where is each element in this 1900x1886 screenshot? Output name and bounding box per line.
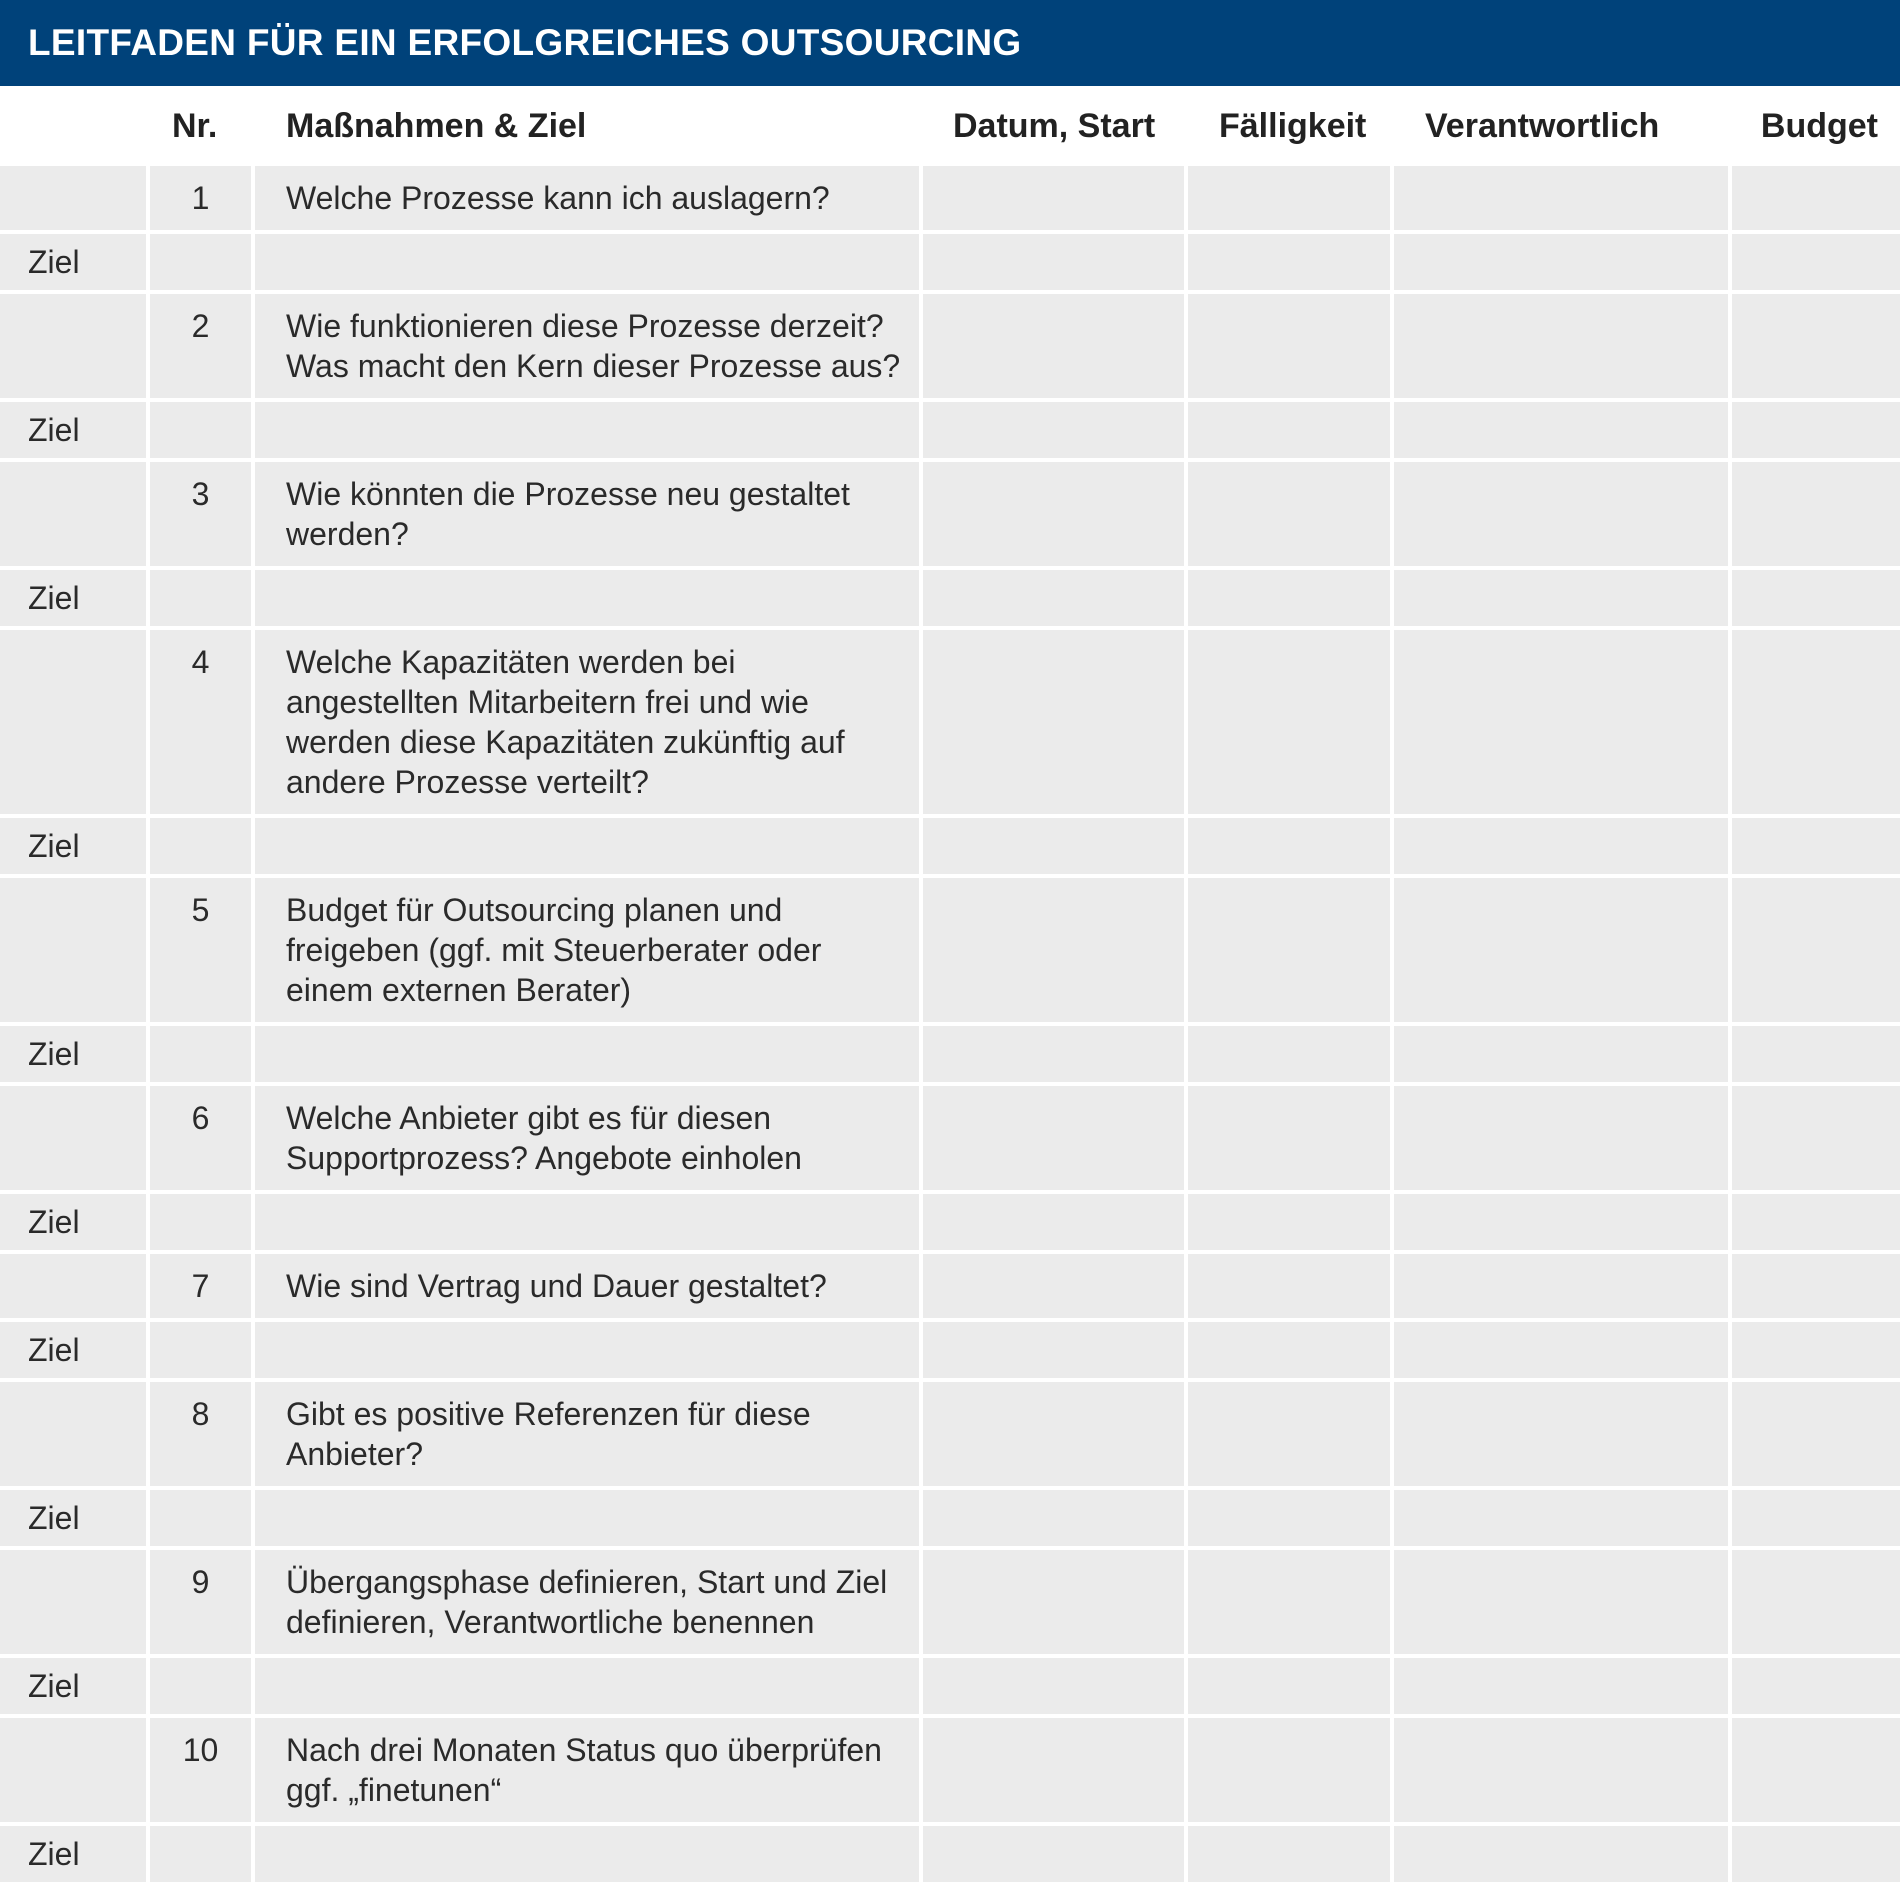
goal-row	[0, 570, 1900, 630]
goal-text-cell	[255, 1322, 923, 1382]
datum-cell	[923, 1322, 1188, 1382]
title-bar	[0, 0, 1900, 86]
faelligkeit-cell	[1188, 1322, 1394, 1382]
faelligkeit-cell	[1188, 1382, 1394, 1490]
budget-cell	[1732, 878, 1900, 1026]
row-number: 5	[150, 878, 255, 1026]
goal-row	[0, 1490, 1900, 1550]
budget-cell	[1732, 1550, 1900, 1658]
goal-text-cell	[255, 402, 923, 462]
table-row	[0, 878, 1900, 1026]
faelligkeit-cell	[1188, 1658, 1394, 1718]
datum-cell	[923, 630, 1188, 818]
goal-label: Ziel	[0, 1322, 150, 1382]
faelligkeit-cell	[1188, 1194, 1394, 1254]
budget-cell	[1732, 1194, 1900, 1254]
goal-text-cell	[255, 1490, 923, 1550]
faelligkeit-cell	[1188, 570, 1394, 630]
goal-label: Ziel	[0, 1194, 150, 1254]
row-number: 2	[150, 294, 255, 402]
row-label-cell	[0, 1254, 150, 1322]
datum-cell	[923, 462, 1188, 570]
verantwortlich-cell	[1394, 1550, 1732, 1658]
row-measure-text: Wie könnten die Prozesse neu gestaltet werden?	[255, 462, 923, 570]
header-budget: Budget	[1732, 86, 1900, 166]
faelligkeit-cell	[1188, 402, 1394, 462]
goal-nr-cell	[150, 1026, 255, 1086]
header-label-cell	[0, 86, 150, 166]
goal-text-cell	[255, 818, 923, 878]
table-body	[0, 166, 1900, 1886]
budget-cell	[1732, 1658, 1900, 1718]
checklist-table	[0, 86, 1900, 1886]
goal-nr-cell	[150, 234, 255, 294]
goal-row	[0, 402, 1900, 462]
goal-row	[0, 1322, 1900, 1382]
verantwortlich-cell	[1394, 818, 1732, 878]
goal-label: Ziel	[0, 1658, 150, 1718]
table-row	[0, 294, 1900, 402]
faelligkeit-cell	[1188, 1026, 1394, 1086]
goal-label: Ziel	[0, 570, 150, 630]
goal-nr-cell	[150, 1322, 255, 1382]
datum-cell	[923, 1826, 1188, 1886]
table-row	[0, 1254, 1900, 1322]
faelligkeit-cell	[1188, 878, 1394, 1026]
verantwortlich-cell	[1394, 294, 1732, 402]
row-number: 3	[150, 462, 255, 570]
budget-cell	[1732, 462, 1900, 570]
goal-row	[0, 1826, 1900, 1886]
faelligkeit-cell	[1188, 1718, 1394, 1826]
row-number: 4	[150, 630, 255, 818]
budget-cell	[1732, 402, 1900, 462]
faelligkeit-cell	[1188, 1550, 1394, 1658]
faelligkeit-cell	[1188, 1254, 1394, 1322]
verantwortlich-cell	[1394, 1718, 1732, 1826]
budget-cell	[1732, 1382, 1900, 1490]
datum-cell	[923, 1254, 1188, 1322]
header-datum-start: Datum, Start	[923, 86, 1188, 166]
table-row	[0, 462, 1900, 570]
verantwortlich-cell	[1394, 1658, 1732, 1718]
goal-label: Ziel	[0, 818, 150, 878]
row-label-cell	[0, 294, 150, 402]
goal-row	[0, 1194, 1900, 1254]
verantwortlich-cell	[1394, 1194, 1732, 1254]
row-label-cell	[0, 1718, 150, 1826]
datum-cell	[923, 818, 1188, 878]
goal-label: Ziel	[0, 1026, 150, 1086]
row-measure-text: Nach drei Monaten Status quo überprüfen ggf. „finetunen“	[255, 1718, 923, 1826]
goal-row	[0, 1026, 1900, 1086]
goal-text-cell	[255, 570, 923, 630]
budget-cell	[1732, 570, 1900, 630]
datum-cell	[923, 1718, 1188, 1826]
row-number: 10	[150, 1718, 255, 1826]
goal-nr-cell	[150, 402, 255, 462]
budget-cell	[1732, 1826, 1900, 1886]
budget-cell	[1732, 1490, 1900, 1550]
faelligkeit-cell	[1188, 234, 1394, 294]
row-measure-text: Welche Anbieter gibt es für diesen Supportprozess? Angebote einholen	[255, 1086, 923, 1194]
header-massnahmen: Maßnahmen & Ziel	[255, 86, 923, 166]
faelligkeit-cell	[1188, 1826, 1394, 1886]
verantwortlich-cell	[1394, 1254, 1732, 1322]
row-measure-text: Welche Kapazitäten werden bei angestellten Mitarbeitern frei und wie werden diese Kapazitäten zukünftig auf andere Prozesse verteilt?	[255, 630, 923, 818]
goal-row	[0, 1658, 1900, 1718]
row-measure-text: Übergangsphase definieren, Start und Ziel definieren, Verantwortliche benennen	[255, 1550, 923, 1658]
row-measure-text: Gibt es positive Referenzen für diese Anbieter?	[255, 1382, 923, 1490]
faelligkeit-cell	[1188, 630, 1394, 818]
goal-label: Ziel	[0, 1826, 150, 1886]
budget-cell	[1732, 1718, 1900, 1826]
header-row	[0, 86, 1900, 166]
verantwortlich-cell	[1394, 1826, 1732, 1886]
verantwortlich-cell	[1394, 166, 1732, 234]
datum-cell	[923, 1658, 1188, 1718]
row-number: 8	[150, 1382, 255, 1490]
row-number: 6	[150, 1086, 255, 1194]
goal-row	[0, 234, 1900, 294]
table-row	[0, 166, 1900, 234]
row-label-cell	[0, 462, 150, 570]
goal-label: Ziel	[0, 234, 150, 294]
row-number: 1	[150, 166, 255, 234]
row-label-cell	[0, 166, 150, 234]
header-faelligkeit: Fälligkeit	[1188, 86, 1394, 166]
goal-nr-cell	[150, 1658, 255, 1718]
faelligkeit-cell	[1188, 1490, 1394, 1550]
budget-cell	[1732, 1322, 1900, 1382]
table-row	[0, 630, 1900, 818]
verantwortlich-cell	[1394, 878, 1732, 1026]
row-number: 7	[150, 1254, 255, 1322]
row-measure-text: Wie sind Vertrag und Dauer gestaltet?	[255, 1254, 923, 1322]
verantwortlich-cell	[1394, 1086, 1732, 1194]
datum-cell	[923, 166, 1188, 234]
datum-cell	[923, 1086, 1188, 1194]
verantwortlich-cell	[1394, 1490, 1732, 1550]
verantwortlich-cell	[1394, 570, 1732, 630]
header-nr: Nr.	[150, 86, 255, 166]
row-label-cell	[0, 1550, 150, 1658]
verantwortlich-cell	[1394, 462, 1732, 570]
datum-cell	[923, 570, 1188, 630]
budget-cell	[1732, 234, 1900, 294]
row-measure-text: Budget für Outsourcing planen und freigeben (ggf. mit Steuerberater oder einem externen Berater)	[255, 878, 923, 1026]
budget-cell	[1732, 818, 1900, 878]
datum-cell	[923, 1382, 1188, 1490]
row-label-cell	[0, 1086, 150, 1194]
verantwortlich-cell	[1394, 1382, 1732, 1490]
goal-nr-cell	[150, 1194, 255, 1254]
faelligkeit-cell	[1188, 294, 1394, 402]
budget-cell	[1732, 166, 1900, 234]
table-row	[0, 1382, 1900, 1490]
datum-cell	[923, 1490, 1188, 1550]
verantwortlich-cell	[1394, 1026, 1732, 1086]
goal-nr-cell	[150, 1826, 255, 1886]
goal-text-cell	[255, 1026, 923, 1086]
goal-text-cell	[255, 1826, 923, 1886]
datum-cell	[923, 294, 1188, 402]
faelligkeit-cell	[1188, 1086, 1394, 1194]
row-label-cell	[0, 1382, 150, 1490]
goal-nr-cell	[150, 1490, 255, 1550]
goal-label: Ziel	[0, 1490, 150, 1550]
goal-nr-cell	[150, 570, 255, 630]
table-row	[0, 1718, 1900, 1826]
verantwortlich-cell	[1394, 1322, 1732, 1382]
budget-cell	[1732, 294, 1900, 402]
verantwortlich-cell	[1394, 234, 1732, 294]
header-verantwortlich: Verantwortlich	[1394, 86, 1732, 166]
verantwortlich-cell	[1394, 402, 1732, 462]
verantwortlich-cell	[1394, 630, 1732, 818]
goal-text-cell	[255, 234, 923, 294]
datum-cell	[923, 234, 1188, 294]
datum-cell	[923, 1194, 1188, 1254]
budget-cell	[1732, 630, 1900, 818]
goal-text-cell	[255, 1194, 923, 1254]
goal-text-cell	[255, 1658, 923, 1718]
faelligkeit-cell	[1188, 818, 1394, 878]
row-measure-text: Welche Prozesse kann ich auslagern?	[255, 166, 923, 234]
datum-cell	[923, 1026, 1188, 1086]
budget-cell	[1732, 1254, 1900, 1322]
page-title: LEITFADEN FÜR EIN ERFOLGREICHES OUTSOURCING	[28, 22, 1022, 63]
faelligkeit-cell	[1188, 462, 1394, 570]
table-row	[0, 1086, 1900, 1194]
row-label-cell	[0, 630, 150, 818]
faelligkeit-cell	[1188, 166, 1394, 234]
row-label-cell	[0, 878, 150, 1026]
row-number: 9	[150, 1550, 255, 1658]
goal-row	[0, 818, 1900, 878]
row-measure-text: Wie funktionieren diese Prozesse derzeit? Was macht den Kern dieser Prozesse aus?	[255, 294, 923, 402]
table-row	[0, 1550, 1900, 1658]
goal-label: Ziel	[0, 402, 150, 462]
datum-cell	[923, 402, 1188, 462]
datum-cell	[923, 878, 1188, 1026]
goal-nr-cell	[150, 818, 255, 878]
budget-cell	[1732, 1026, 1900, 1086]
datum-cell	[923, 1550, 1188, 1658]
budget-cell	[1732, 1086, 1900, 1194]
